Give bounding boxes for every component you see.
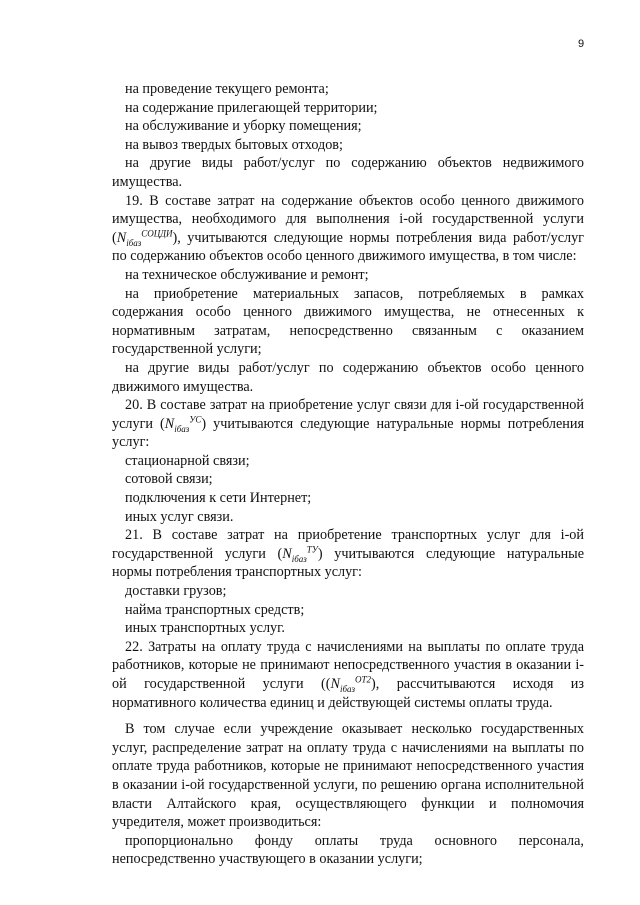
paragraph-24-first-line: [112, 832, 584, 851]
p20-sup: УС: [189, 413, 202, 424]
p22-end: ), рассчитываются исходя из нормативного количества единиц и действующей системы оплаты труда.: [112, 676, 584, 711]
list4-item-1: доставки грузов;: [125, 583, 227, 600]
page-number: 9: [578, 38, 585, 50]
p22-symbol: [330, 676, 371, 692]
p19-start: 19. В составе затрат на содержание объектов особо ценного движимого имущества, необходимого для выполнения i-ой государственной услуги (: [112, 192, 584, 246]
p19-symbol: [117, 230, 173, 246]
list3-item-4: иных услуг связи.: [125, 508, 234, 525]
list2-item-3: на другие виды работ/услуг по содержанию объектов особо ценного движимого имущества.: [112, 359, 584, 395]
paragraph-22: [112, 638, 584, 712]
p20-sub: iбаз: [174, 423, 190, 434]
list2-item-2: на приобретение материальных запасов, потребляемых в рамках содержания особо ценного движимого имущества, не отнесенных к нормативным затратам, непосредственно связанным с оказанием государственной услуги;: [112, 285, 584, 358]
p19-n: N: [116, 229, 127, 246]
paragraph-21: [112, 526, 584, 582]
p20-start: 20. В составе затрат на приобретение услуг связи для i-ой государственной услуги (: [112, 397, 584, 432]
p21-end: ) учитываются следующие натуральные нормы потребления транспортных услуг:: [112, 545, 584, 581]
list1-item-2: на содержание прилегающей территории;: [125, 99, 378, 116]
paragraph-23: В том случае если учреждение оказывает несколько государственных услуг, распределение затрат на оплату труда с начислениями на выплаты по оплате труда работников, которые не принимают непосредственного участия в оказании i-ой государственной услуги, по решению органа исполнительной власти Алтайского края, осуществляющего функции и полномочия учредителя, может производиться:: [112, 721, 584, 831]
list1-item-3: на обслуживание и уборку помещения;: [125, 118, 362, 135]
list3-item-3: подключения к сети Интернет;: [125, 490, 312, 507]
list4-item-3: иных транспортных услуг.: [125, 620, 285, 637]
p21-n: N: [282, 545, 292, 562]
p24-word-6: персонала,: [518, 832, 584, 849]
p21-symbol: [282, 546, 318, 562]
list1-item-4: на вывоз твердых бытовых отходов;: [125, 136, 343, 153]
p19-end: ), учитываются следующие нормы потребления вида работ/услуг по содержанию объектов особо ценного движимого имущества, в том числе:: [112, 229, 584, 265]
p20-symbol: [164, 413, 202, 434]
p24-word-1: пропорционально: [125, 832, 234, 849]
p20-end: ) учитываются следующие натуральные нормы потребления услуг:: [112, 415, 585, 451]
p22-start: 22. Затраты на оплату труда с начислениями на выплаты по оплате труда работников, которые не принимают непосредственного участия в оказании i-ой государственной услуги ((: [112, 638, 584, 692]
p24-word-2: фонду: [254, 832, 293, 849]
list3-item-1: стационарной связи;: [125, 452, 250, 469]
list4-item-2: найма транспортных средств;: [125, 601, 305, 618]
list1-item-1: на проведение текущего ремонта;: [125, 81, 329, 97]
list1-item-5: на другие виды работ/услуг по содержанию объектов недвижимого имущества.: [112, 155, 584, 190]
p24-word-5: основного: [434, 832, 497, 849]
paragraph-24-rest: непосредственно участвующего в оказании услуги;: [112, 851, 423, 868]
p21-sub: iбаз: [291, 553, 307, 564]
p24-word-3: оплаты: [314, 832, 359, 849]
p21-start: 21. В составе затрат на приобретение транспортных услуг для i-ой государственной услуги (: [112, 527, 584, 562]
p19-sup: СОЦДИ: [141, 228, 173, 239]
p22-n: N: [330, 676, 340, 692]
list3-item-2: сотовой связи;: [125, 471, 213, 488]
p19-sub: iбаз: [126, 237, 142, 248]
document-body: [112, 80, 584, 869]
p22-sup: ОТ2: [355, 674, 372, 685]
p21-sup: ТУ: [306, 544, 318, 555]
paragraph-19: [112, 192, 584, 266]
p20-n: N: [164, 415, 175, 432]
p22-sub: iбаз: [339, 683, 355, 694]
paragraph-20: [112, 396, 584, 452]
p24-word-4: труда: [379, 832, 413, 849]
list2-item-1: на техническое обслуживание и ремонт;: [125, 266, 369, 283]
